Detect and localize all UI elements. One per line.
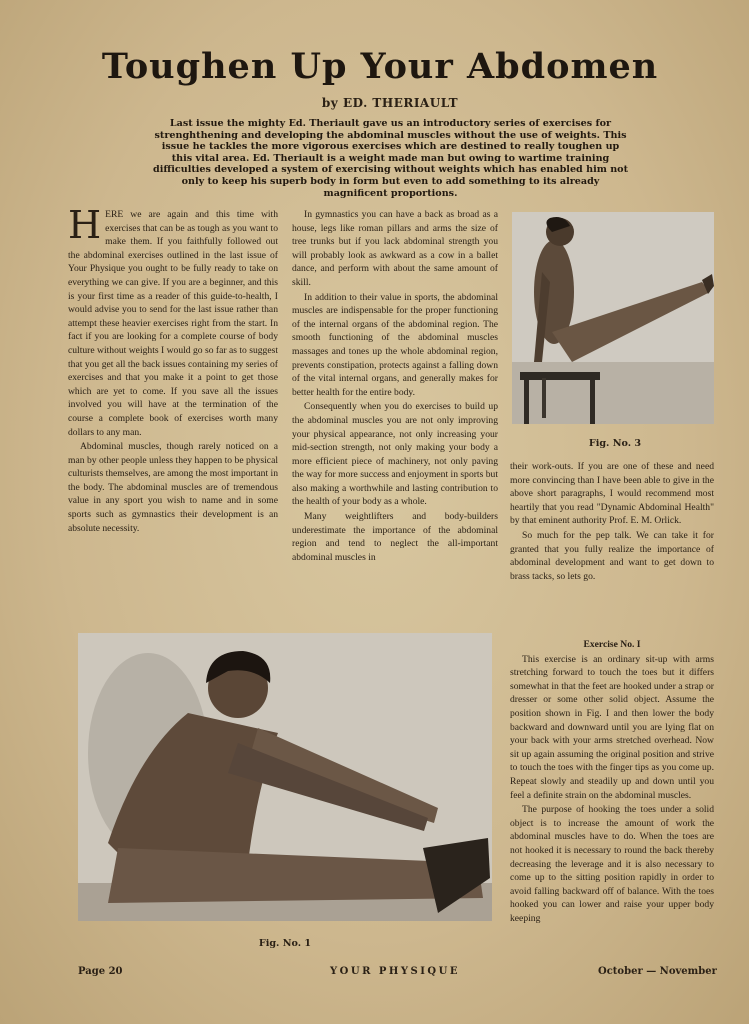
paragraph: Abdominal muscles, though rarely noticed on a man by other people unless they happen to be physical culturists themselves, are among the most important in the body. The abdominal muscles are of tremendous value in any sport you wish to name and in some sports such as gymnastics their development is an absolute necessity. [68,441,278,534]
column-3-bottom [510,636,714,926]
article-title: Toughen Up Your Abdomen [101,46,659,87]
paragraph: In gymnastics you can have a back as broad as a house, legs like roman pillars and arms the size of tree trunks but if you lack abdominal strength you will probably look as awkward as a cow in a ballet dance, and perform with about the same amount of skill. [292,209,498,288]
paragraph: Consequently when you do exercises to build up the abdominal muscles you are not only improving your physical appearance, not only increasing your mid-section strength, not only making your body a more efficient piece of machinery, not only paving the way for more success and enjoyment in sports but also making a worthwhile and lasting contribution to the health of your body as a whole. [292,401,498,508]
column-3-top [510,460,714,584]
paragraph: their work-outs. If you are one of these and need more convincing than I have been able to give in the above short paragraphs, I would recommend most heartily that you read "Dynamic Abdominal Health" by that eminent authority Prof. E. M. Orlick. [510,461,714,527]
photo-fig3-illustration [512,212,714,424]
photo-fig1-illustration [78,633,492,921]
photo-sit-up-exercise [78,633,492,921]
paragraph: So much for the pep talk. We can take it for granted that you fully realize the importance of abdominal development and want to get down to brass tacks, so lets go. [510,529,714,582]
figure-caption: Fig. No. 3 [588,438,642,449]
byline: by ED. THERIAULT [321,96,459,110]
issue-date: October — November [598,966,717,977]
intro-paragraph: Last issue the mighty Ed. Theriault gave us an introductory series of exercises for strenghthening and developing the abdominal muscles without the use of weights. This issue he tackles the more vigorous exercises which are destined to really toughen up this vital area. Ed. Theriault is a weight made man but owing to wartime training difficulties developed a system of exercising without weights which has enabled him not only to keep his superb body in form but even to add something to its already magnificent proportions. [153,118,629,199]
page-number: Page 20 [78,966,123,977]
drop-cap: H [68,203,102,247]
magazine-name: YOUR PHYSIQUE [330,966,460,977]
paragraph: The purpose of hooking the toes under a solid object is to increase the amount of work the abdominal muscles have to do. When the toes are not hooked it is necessary to round the back thereby decreasing the leverage and it is also necessary to come up to the sitting position rapidly in order to avoid falling backward off of balance. With the toes hooked you can lower and raise your upper body keeping [510,804,714,924]
section-heading: Exercise No. I [583,639,641,650]
paragraph: This exercise is an ordinary sit-up with arms stretching forward to touch the toes but it differs somewhat in that the feet are hooked under a strap or dresser or some other solid object. Assume the position shown in Fig. I and then lower the body backward and downward until you are lying flat on your back with your arms stretched overhead. Now sit up again assuming the original position and strive to touch the toes with the finger tips as you come up. Repeat slowly and steadily up and down until you feel a definite strain on the abdominal muscles. [510,653,714,801]
column-2 [292,208,498,565]
paragraph: HERE we are again and this time with exercises that can be as tough as you want to make them. If you faithfully followed out the abdominal exercises outlined in the last issue of Your Physique you ought to be fully ready to take on everything we can give. If you are a beginner, and this is your first time as a reader of this guide-to-health, I would advise you to send for the last issue rather than attempt these heavier exercises right from the start. In fact if you are looking for a complete course of body culture without weights I would go so far as to suggest that you get all the back issues containing my series of exercises and that you make it a point to get those which are yet to come. If you save all the issues involved you will have at the termination of the course a complete book of exercises worth many dollars to any man. [68,203,278,438]
figure-caption: Fig. No. 1 [258,938,312,949]
paragraph: In addition to their value in sports, the abdominal muscles are indispensable for the proper functioning of the internal organs of the abdominal region. The smooth functioning of the abdominal muscles massages and tones up the whole abdominal region, prevents constipation, protects against a falling down of the vital internal organs, and generally makes for better health for the entire body. [292,291,498,398]
photo-leg-raise-on-chair [512,212,714,424]
paragraph: Many weightlifters and body-builders underestimate the importance of the abdominal region and tend to neglect the all-important abdominal muscles in [292,511,498,563]
column-1 [68,203,278,536]
